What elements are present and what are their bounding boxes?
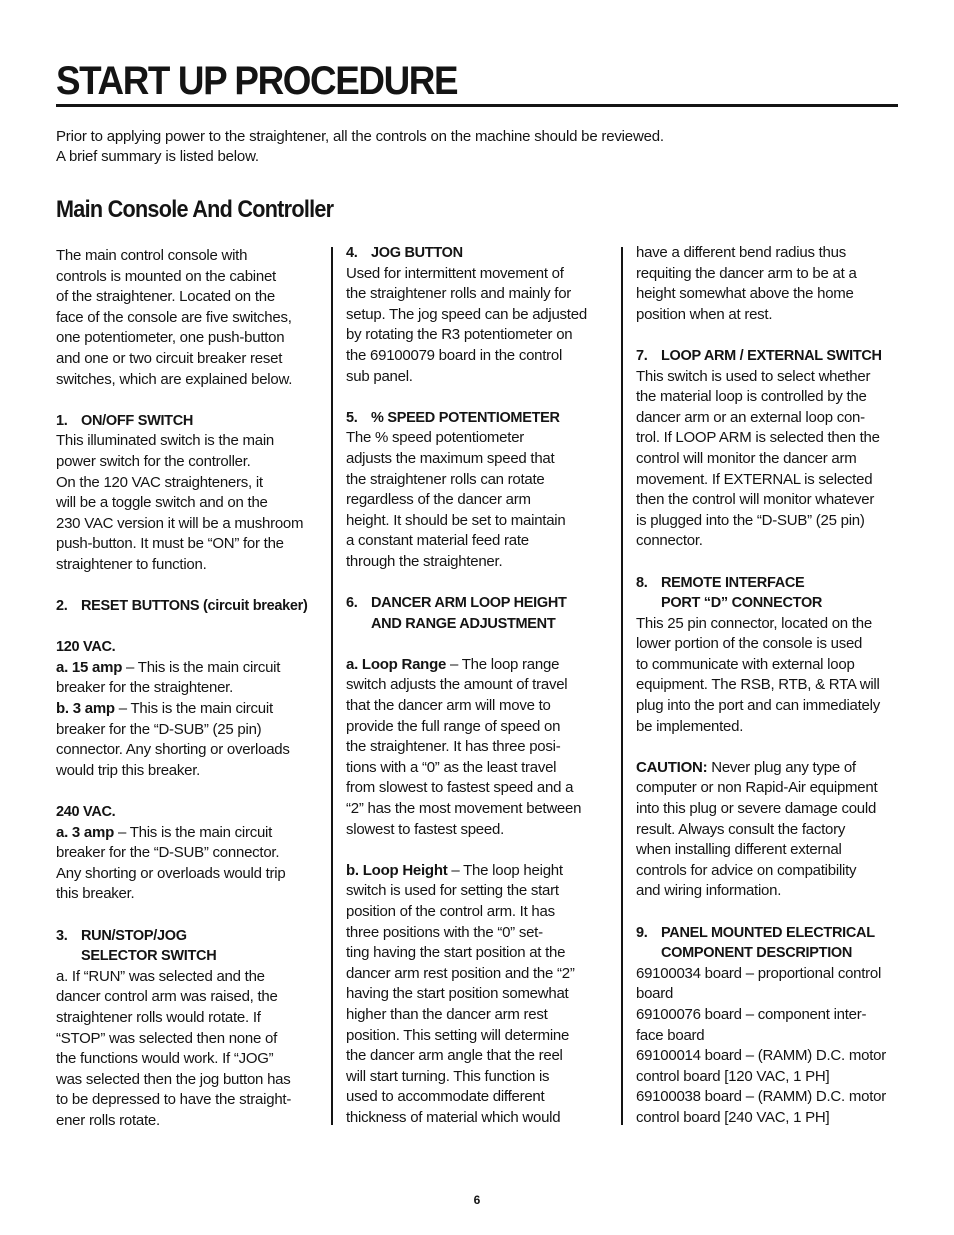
section-run-stop-jog xyxy=(56,926,322,1132)
text-line: that the dancer arm will move to xyxy=(346,697,551,715)
text-line: into this plug or severe damage could xyxy=(636,800,877,818)
caution-note xyxy=(636,758,902,902)
item-text: – This is the main circuit xyxy=(122,658,281,676)
voltage-heading-240: 240 VAC. xyxy=(56,804,116,821)
section-heading: LOOP ARM / EXTERNAL SWITCH xyxy=(661,347,882,364)
text-line: one potentiometer, one push-button xyxy=(56,329,285,347)
caution-text: Never plug any type of xyxy=(707,758,856,776)
item-text: – This is the main circuit xyxy=(114,823,273,841)
column-divider xyxy=(621,247,623,1125)
text-line: will start turning. This function is xyxy=(346,1067,550,1085)
text-line: breaker for the straightener. xyxy=(56,679,234,697)
text-line: straightener rolls would rotate. If xyxy=(56,1008,261,1026)
text-line: trol. If LOOP ARM is selected then the xyxy=(636,429,880,447)
item-body xyxy=(56,678,322,699)
text-line: 69100038 board – (RAMM) D.C. motor xyxy=(636,1088,886,1106)
text-line: dancer control arm was raised, the xyxy=(56,988,278,1006)
text-line: the straightener rolls can rotate xyxy=(346,470,545,488)
text-line: 230 VAC version it will be a mushroom xyxy=(56,514,304,532)
voltage-heading-120: 120 VAC. xyxy=(56,639,116,656)
text-line: through the straightener. xyxy=(346,552,503,570)
item-text: – The loop range xyxy=(446,655,560,673)
section-speed-potentiometer xyxy=(346,408,608,573)
section-number: 6. xyxy=(346,595,358,612)
item-body xyxy=(346,881,608,1128)
section-remote-interface xyxy=(636,573,902,738)
section-number: 4. xyxy=(346,245,358,261)
section-heading: PANEL MOUNTED ELECTRICAL xyxy=(661,924,875,941)
breaker-3-amp-240 xyxy=(56,823,322,844)
text-line: switches, which are explained below. xyxy=(56,370,293,388)
section-loop-arm-switch xyxy=(636,346,902,552)
text-line: dancer arm or an external loop con- xyxy=(636,408,865,426)
text-line: then the control will monitor whatever xyxy=(636,491,875,509)
section-body xyxy=(636,367,902,552)
item-label: b. Loop Height xyxy=(346,861,448,879)
console-description xyxy=(56,246,322,390)
item-text: – This is the main circuit xyxy=(114,700,273,718)
section-body xyxy=(346,264,608,388)
text-line: movement. If EXTERNAL is selected xyxy=(636,470,873,488)
text-line: 69100014 board – (RAMM) D.C. motor xyxy=(636,1047,886,1065)
text-line: provide the full range of speed on xyxy=(346,717,561,735)
text-line: tions with a “0” as the least travel xyxy=(346,758,557,776)
text-line: dancer arm rest position and the “2” xyxy=(346,964,575,982)
dancer-arm-continued xyxy=(636,243,902,325)
text-line: would trip this breaker. xyxy=(56,761,201,779)
text-line: computer or non Rapid-Air equipment xyxy=(636,779,878,797)
text-line: the straightener rolls and mainly for xyxy=(346,285,572,303)
text-line: This illuminated switch is the main xyxy=(56,432,275,450)
text-line: face board xyxy=(636,1026,705,1044)
text-line: used to accommodate different xyxy=(346,1088,545,1106)
page-title: START UP PROCEDURE xyxy=(56,59,458,103)
text-line: switch adjusts the amount of travel xyxy=(346,676,568,694)
section-number: 8. xyxy=(636,574,648,591)
text-line: a. If “RUN” was selected and the xyxy=(56,967,265,985)
section-dancer-arm xyxy=(346,593,608,1128)
loop-range-item xyxy=(346,655,608,676)
column-divider xyxy=(331,247,333,1125)
text-line: sub panel. xyxy=(346,367,413,385)
section-number: 7. xyxy=(636,347,648,364)
text-line: The % speed potentiometer xyxy=(346,429,525,447)
item-label: a. Loop Range xyxy=(346,655,447,673)
text-line: slowest to fastest speed. xyxy=(346,820,505,838)
text-line: position when at rest. xyxy=(636,305,773,323)
section-on-off-switch xyxy=(56,411,322,576)
text-line: connector. Any shorting or overloads xyxy=(56,741,290,759)
text-line: when installing different external xyxy=(636,841,842,859)
text-line: push-button. It must be “ON” for the xyxy=(56,535,284,553)
section-jog-button xyxy=(346,243,608,387)
section-number: 3. xyxy=(56,927,68,944)
intro-line: Prior to applying power to the straightener, all the controls on the machine should be reviewed. xyxy=(56,128,664,145)
page-number: 6 xyxy=(473,1193,481,1207)
section-heading: RESET BUTTONS (circuit breaker) xyxy=(81,598,308,615)
section-heading-cont: SELECTOR SWITCH xyxy=(81,948,217,965)
section-heading-cont: AND RANGE ADJUSTMENT xyxy=(371,615,556,632)
text-line: controls is mounted on the cabinet xyxy=(56,267,276,285)
item-body xyxy=(56,843,322,905)
section-heading: ON/OFF SWITCH xyxy=(81,412,194,429)
section-body xyxy=(636,964,902,1129)
text-line: the dancer arm angle that the reel xyxy=(346,1047,563,1065)
text-line: the 69100079 board in the control xyxy=(346,346,563,364)
text-line: three positions with the “0” set- xyxy=(346,923,543,941)
text-line: setup. The jog speed can be adjusted xyxy=(346,305,587,323)
text-line: board xyxy=(636,985,674,1003)
section-number: 9. xyxy=(636,924,648,941)
text-line: “STOP” was selected then none of xyxy=(56,1029,278,1047)
item-label: a. 3 amp xyxy=(56,823,115,841)
section-heading: JOG BUTTON xyxy=(371,245,463,261)
section-reset-buttons xyxy=(56,596,322,905)
text-line: and one or two circuit breaker reset xyxy=(56,349,283,367)
text-line: face of the console are five switches, xyxy=(56,308,292,326)
text-line: to be depressed to have the straight- xyxy=(56,1091,292,1109)
text-line: height somewhat above the home xyxy=(636,285,854,303)
section-heading: REMOTE INTERFACE xyxy=(661,574,805,591)
text-line: position. This setting will determine xyxy=(346,1026,570,1044)
text-line: connector. xyxy=(636,532,703,550)
text-line: ener rolls rotate. xyxy=(56,1111,160,1129)
item-text: – The loop height xyxy=(447,861,563,879)
section-panel-components xyxy=(636,923,902,1129)
column-2 xyxy=(346,243,608,1129)
section-heading-cont: COMPONENT DESCRIPTION xyxy=(661,945,853,962)
breaker-3-amp xyxy=(56,699,322,720)
text-line: straightener to function. xyxy=(56,555,207,573)
text-line: the straightener. It has three posi- xyxy=(346,738,561,756)
text-line: and wiring information. xyxy=(636,882,782,900)
caution-label: CAUTION: xyxy=(636,758,708,776)
text-line: was selected then the jog button has xyxy=(56,1070,291,1088)
text-line: regardless of the dancer arm xyxy=(346,491,531,509)
text-line: breaker for the “D-SUB” (25 pin) xyxy=(56,720,262,738)
caution-body xyxy=(636,778,902,902)
item-body xyxy=(346,675,608,840)
item-label: a. 15 amp xyxy=(56,658,123,676)
column-3 xyxy=(636,243,902,1129)
text-line: will be a toggle switch and on the xyxy=(56,494,268,512)
section-body xyxy=(346,428,608,572)
text-line: The main control console with xyxy=(56,247,248,264)
loop-height-item xyxy=(346,861,608,882)
text-line: control board [240 VAC, 1 PH] xyxy=(636,1108,830,1126)
text-line: adjusts the maximum speed that xyxy=(346,449,555,467)
section-heading: % SPEED POTENTIOMETER xyxy=(371,409,560,426)
text-line: thickness of material which would xyxy=(346,1108,561,1126)
text-line: the material loop is controlled by the xyxy=(636,388,867,406)
section-number: 1. xyxy=(56,412,68,429)
text-line: 69100034 board – proportional control xyxy=(636,964,882,982)
text-line: This 25 pin connector, located on the xyxy=(636,614,872,632)
text-line: this breaker. xyxy=(56,885,135,903)
section-body xyxy=(56,431,322,575)
item-label: b. 3 amp xyxy=(56,700,115,718)
text-line: plug into the port and can immediately xyxy=(636,697,880,715)
text-line: height. It should be set to maintain xyxy=(346,511,566,529)
text-line: to communicate with external loop xyxy=(636,655,855,673)
text-line: having the start position somewhat xyxy=(346,985,569,1003)
breaker-15-amp xyxy=(56,658,322,679)
text-line: requiting the dancer arm to be at a xyxy=(636,264,857,282)
column-1 xyxy=(56,246,322,1132)
text-line: from slowest to fastest speed and a xyxy=(346,779,574,797)
section-heading: RUN/STOP/JOG xyxy=(81,927,187,944)
text-line: of the straightener. Located on the xyxy=(56,288,275,306)
text-line: On the 120 VAC straighteners, it xyxy=(56,473,263,491)
text-line: have a different bend radius thus xyxy=(636,244,846,261)
section-number: 2. xyxy=(56,598,68,615)
title-rule xyxy=(56,104,898,107)
intro-line: A brief summary is listed below. xyxy=(56,148,259,165)
section-title: Main Console And Controller xyxy=(56,196,334,223)
text-line: control will monitor the dancer arm xyxy=(636,449,857,467)
text-line: Used for intermittent movement of xyxy=(346,264,564,282)
section-body xyxy=(56,967,322,1132)
text-line: ting having the start position at the xyxy=(346,944,566,962)
text-line: control board [120 VAC, 1 PH] xyxy=(636,1067,830,1085)
text-line: switch is used for setting the start xyxy=(346,882,559,900)
text-line: controls for advice on compatibility xyxy=(636,861,857,879)
intro-paragraph xyxy=(56,127,898,167)
text-line: by rotating the R3 potentiometer on xyxy=(346,326,573,344)
text-line: a constant material feed rate xyxy=(346,532,529,550)
section-body xyxy=(636,614,902,738)
text-line: This switch is used to select whether xyxy=(636,367,871,385)
text-line: is plugged into the “D-SUB” (25 pin) xyxy=(636,511,865,529)
section-heading: DANCER ARM LOOP HEIGHT xyxy=(371,595,567,612)
section-heading-cont: PORT “D” CONNECTOR xyxy=(661,595,823,612)
text-line: higher than the dancer arm rest xyxy=(346,1005,548,1023)
text-line: position of the control arm. It has xyxy=(346,903,555,920)
text-line: Any shorting or overloads would trip xyxy=(56,864,286,882)
text-line: result. Always consult the factory xyxy=(636,820,846,838)
text-line: 69100076 board – component inter- xyxy=(636,1005,867,1023)
text-line: breaker for the “D-SUB” connector. xyxy=(56,844,280,862)
item-body xyxy=(56,720,322,782)
text-line: “2” has the most movement between xyxy=(346,800,582,818)
text-line: be implemented. xyxy=(636,717,744,735)
text-line: lower portion of the console is used xyxy=(636,635,863,653)
section-number: 5. xyxy=(346,409,358,426)
text-line: equipment. The RSB, RTB, & RTA will xyxy=(636,676,880,694)
text-line: the functions would work. If “JOG” xyxy=(56,1050,274,1068)
text-line: power switch for the controller. xyxy=(56,452,251,470)
